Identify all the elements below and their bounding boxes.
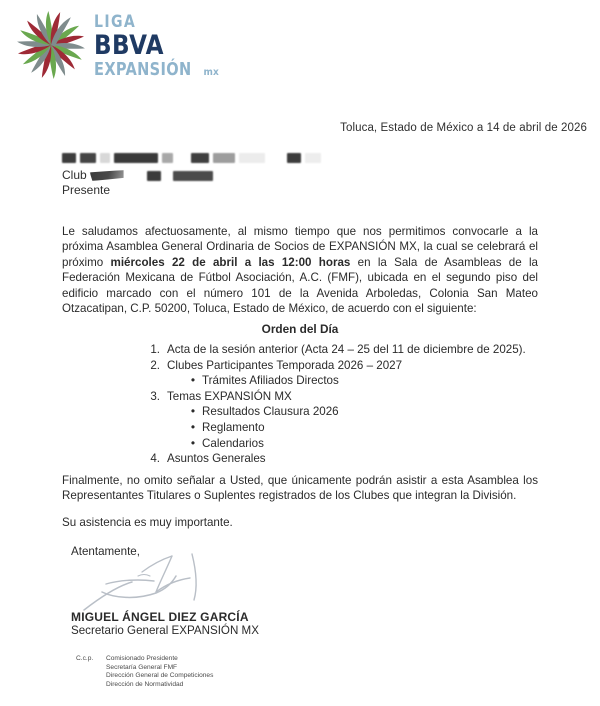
ccp-entry: Comisionado Presidente (106, 655, 178, 662)
agenda-subitem (184, 404, 560, 420)
ccp-entry: Dirección General de Competiciones (106, 672, 214, 680)
logo-expansion-text: EXPANSIÓN (94, 58, 192, 80)
redaction-block (191, 153, 209, 163)
signer-title: Secretario General EXPANSIÓN MX (71, 624, 259, 637)
agenda-item-number: 2. (150, 358, 160, 372)
redaction-block (173, 171, 213, 181)
redaction-block (114, 153, 158, 163)
redaction-block (147, 171, 161, 181)
agenda-item-label: Acta de la sesión anterior (Acta 24 – 25 del 11 de diciembre de 2025). (167, 343, 526, 356)
recipient-block (62, 152, 362, 198)
main-paragraph-part1: Le saludamos afectuosamente, al mismo tiempo que nos permitimos convocarle a la próxima Asamblea General Ordinaria de Socios de EXPANSIÓN MX, la cual se celebrará el próximo (62, 225, 538, 269)
agenda-sublist (184, 373, 560, 389)
agenda-subitem-label: Trámites Afiliados Directos (202, 374, 339, 388)
agenda-item (140, 342, 560, 358)
agenda-subitem (184, 420, 560, 436)
ccp-recipients (106, 655, 213, 689)
redacted-name-line (62, 152, 362, 164)
ccp-entry: Secretaría General FMF (106, 663, 178, 671)
liga-bbva-swirl-logo-icon (14, 8, 88, 82)
agenda-subitem-label: Reglamento (202, 420, 265, 434)
agenda-list (140, 342, 560, 467)
letterhead (14, 8, 219, 82)
handwritten-signature (80, 552, 240, 614)
bullet-icon: • (190, 419, 196, 434)
redaction-block (100, 153, 110, 163)
redaction-block (239, 153, 265, 163)
closing-salutation: Atentamente, (71, 545, 140, 558)
logo-bbva-text: BBVA (94, 29, 165, 61)
bullet-icon: • (190, 373, 196, 388)
agenda-item-number: 3. (150, 389, 160, 403)
redaction-block (213, 153, 235, 163)
logo-expansion-line (94, 58, 220, 80)
date-line: Toluca, Estado de México a 14 de abril de 2026 (340, 122, 587, 134)
agenda-item (140, 389, 560, 405)
ccp-entry: Dirección de Normatividad (106, 680, 184, 688)
redaction-block (287, 153, 301, 163)
agenda-item (140, 451, 560, 467)
redaction-block (162, 153, 173, 163)
agenda-subitem (184, 373, 560, 389)
agenda-item-label: Temas EXPANSIÓN MX (167, 389, 292, 403)
redaction-group (147, 171, 213, 181)
logo-liga-text: LIGA (94, 11, 137, 32)
meeting-datetime-bold: miércoles 22 de abril a las 12:00 horas (110, 255, 351, 269)
logo-wordmark (94, 12, 219, 79)
agenda-title: Orden del Día (261, 322, 339, 336)
agenda-subitem-label: Calendarios (202, 436, 264, 450)
agenda-item-number: 1. (150, 343, 160, 356)
recipient-club-line (62, 168, 362, 183)
main-paragraph-part2: en la Sala de Asambleas de la Federación Mexicana de Fútbol Asociación, A.C. (FMF), ubicada en el segundo piso del edificio marcado con el número 101 de la Avenida Arboledas, Colonia San Mateo Otzacatipan, C.P. 50200, Toluca, Estado de México, de acuerdo con el siguiente: (62, 255, 538, 316)
bullet-icon: • (190, 435, 196, 450)
signer-name: MIGUEL ÁNGEL DIEZ GARCÍA (71, 610, 249, 624)
logo-mx-text: mx (203, 66, 220, 78)
main-paragraph (62, 224, 538, 316)
ccp-block (76, 655, 213, 689)
ccp-label: C.c.p. (76, 655, 94, 662)
agenda-item-label: Clubes Participantes Temporada 2026 – 2027 (167, 358, 403, 372)
redaction-block (62, 153, 76, 163)
redaction-block (90, 170, 124, 181)
agenda-subitem (184, 436, 560, 452)
agenda-item-label: Asuntos Generales (167, 452, 266, 466)
final-paragraph: Finalmente, no omito señalar a Usted, que únicamente podrán asistir a esta Asamblea los Representantes Titulares o Suplentes registrados de los Clubes que integran la División. (62, 474, 538, 503)
attendance-note: Su asistencia es muy importante. (62, 516, 233, 529)
agenda-item (140, 358, 560, 374)
redaction-block (305, 153, 321, 163)
agenda-sublist (184, 404, 560, 451)
redaction-block (80, 153, 96, 163)
agenda-subitem-label: Resultados Clausura 2026 (202, 405, 339, 419)
bullet-icon: • (190, 404, 196, 419)
club-label: Club (62, 168, 87, 182)
presente-label: Presente (62, 183, 111, 197)
agenda-item-number: 4. (150, 452, 160, 466)
